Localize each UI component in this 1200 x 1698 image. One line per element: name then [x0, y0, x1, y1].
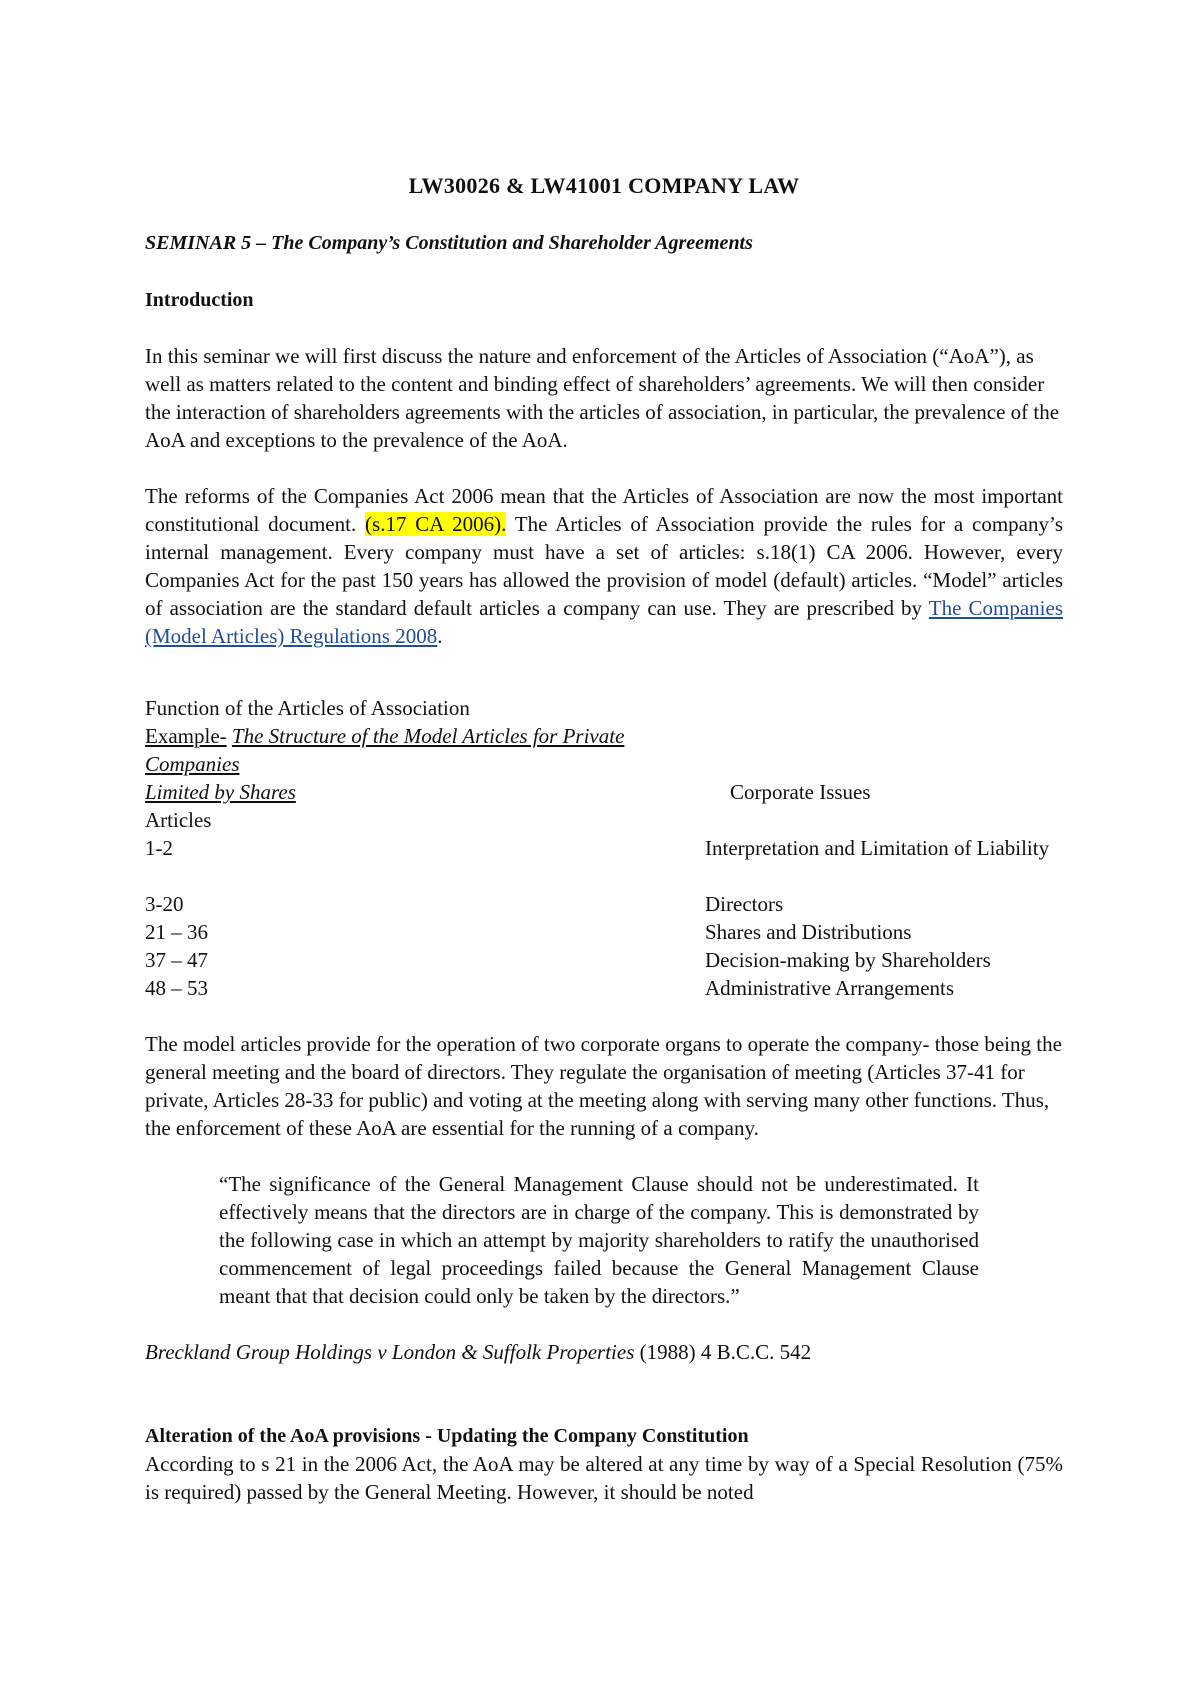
case-citation	[145, 1338, 1063, 1366]
example-prefix: Example-	[145, 724, 227, 748]
case-name: Breckland Group Holdings v London & Suffolk Properties	[145, 1340, 635, 1364]
example-caption	[145, 722, 705, 778]
reforms-end: .	[437, 624, 443, 648]
table-row-articles: 48 – 53	[145, 976, 208, 1000]
document-title: LW30026 & LW41001 COMPANY LAW	[408, 173, 800, 198]
alteration-heading: Alteration of the AoA provisions - Updating the Company Constitution	[145, 1425, 749, 1447]
case-reference: (1988) 4 B.C.C. 542	[639, 1340, 812, 1364]
table-row-articles: 37 – 47	[145, 948, 208, 972]
table-row-issue: Directors	[705, 892, 784, 916]
block-quote: “The significance of the General Management Clause should not be underestimated. It effectively means that the directors are in charge of the company. This is demonstrated by the following case in which an attempt by majority shareholders to ratify the unauthorised commencement of legal proceedings failed because the General Management Clause meant that that decision could only be taken by the directors.”	[219, 1172, 979, 1308]
highlighted-citation: (s.17 CA 2006).	[365, 512, 507, 536]
reforms-text-after: The Articles of Association provide the rules for a company’s internal management. Every company must have a set of articles: s.18(1) CA 2006. However, every Companies Act for the past 150 years has allowed the provision of model (default) articles. “Model” articles of association are the standard default articles a company can use. They are prescribed by	[145, 512, 1063, 620]
table-row-articles: 1-2	[145, 836, 173, 860]
introduction-heading: Introduction	[145, 289, 254, 311]
table-row-issue: Interpretation and Limitation of Liability	[705, 836, 1050, 860]
table-row-issue: Shares and Distributions	[705, 920, 912, 944]
table-row-issue: Decision-making by Shareholders	[705, 948, 991, 972]
function-label: Function of the Articles of Association	[145, 696, 470, 720]
limited-by-shares: Limited by Shares	[145, 780, 296, 804]
model-articles-regulations-link[interactable]: The Companies (Model Articles) Regulations 2008	[145, 596, 1063, 648]
model-articles-paragraph: The model articles provide for the operation of two corporate organs to operate the company- those being the general meeting and the board of directors. They regulate the organisation of meeting (Articles 37-41 for private, Articles 28-33 for public) and voting at the meeting along with serving many other functions. Thus, the enforcement of these AoA are essential for the running of a company.	[145, 1032, 1062, 1140]
table-row-issue: Administrative Arrangements	[705, 976, 955, 1000]
corporate-issues-header: Corporate Issues	[730, 780, 871, 804]
table-row-articles: 21 – 36	[145, 920, 208, 944]
reforms-text-before: The reforms of the Companies Act 2006 mean that the Articles of Association are now the most important constitutional document.	[145, 484, 1063, 536]
table-row-articles: 3-20	[145, 892, 184, 916]
example-title: The Structure of the Model Articles for Private Companies	[145, 724, 625, 776]
reforms-paragraph	[145, 482, 1063, 650]
articles-header: Articles	[145, 808, 212, 832]
alteration-paragraph: According to s 21 in the 2006 Act, the AoA may be altered at any time by way of a Special Resolution (75% is required) passed by the General Meeting. However, it should be noted	[145, 1452, 1063, 1504]
introduction-paragraph: In this seminar we will first discuss the nature and enforcement of the Articles of Association (“AoA”), as well as matters related to the content and binding effect of shareholders’ agreements. We will then consider the interaction of shareholders agreements with the articles of association, in particular, the prevalence of the AoA and exceptions to the prevalence of the AoA.	[145, 344, 1060, 452]
seminar-subtitle: SEMINAR 5 – The Company’s Constitution and Shareholder Agreements	[145, 232, 753, 254]
